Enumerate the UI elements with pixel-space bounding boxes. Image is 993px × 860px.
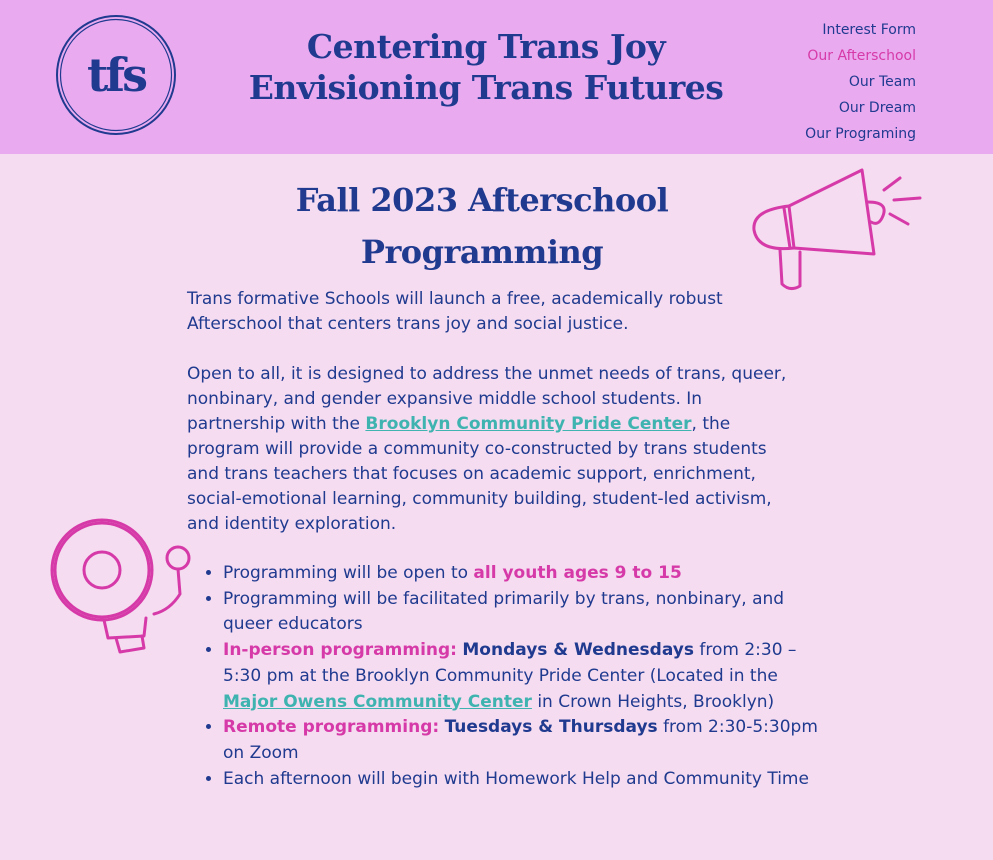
page-title-line-2: Programming bbox=[360, 233, 604, 271]
in-person-days: Mondays & Wednesdays bbox=[462, 640, 694, 661]
major-owens-center-link[interactable]: Major Owens Community Center bbox=[223, 691, 532, 712]
site-tagline bbox=[236, 26, 736, 108]
tagline-line-1: Centering Trans Joy bbox=[306, 27, 666, 66]
list-item-remote: • Remote programming: Tuesdays & Thursdays from 2:30-5:30pm on Zoom bbox=[223, 715, 823, 766]
logo-text: tfs bbox=[87, 48, 145, 102]
nav-our-team[interactable]: Our Team bbox=[848, 74, 916, 90]
nav-interest-form[interactable]: Interest Form bbox=[822, 22, 916, 38]
ages-highlight: all youth ages 9 to 15 bbox=[473, 563, 682, 583]
nav-our-dream[interactable]: Our Dream bbox=[838, 100, 916, 116]
page-title-line-1: Fall 2023 Afterschool bbox=[295, 181, 669, 219]
page-title bbox=[232, 174, 732, 278]
bell-icon bbox=[44, 514, 204, 659]
list-item-educators: • Programming will be facilitated primarily by trans, nonbinary, and queer educators bbox=[223, 587, 823, 638]
nav-our-programing[interactable]: Our Programing bbox=[805, 126, 916, 142]
site-logo[interactable] bbox=[54, 13, 178, 137]
partnership-paragraph bbox=[187, 362, 787, 537]
remote-label: Remote programming: bbox=[223, 717, 440, 738]
site-header bbox=[0, 0, 993, 154]
list-item-ages: • Programming will be open to all youth ages 9 to 15 bbox=[223, 561, 823, 587]
program-details-list bbox=[187, 561, 823, 792]
in-person-label: In-person programming: bbox=[223, 640, 457, 661]
list-item-homework: • Each afternoon will begin with Homework Help and Community Time bbox=[223, 767, 823, 793]
list-item-in-person: • In-person programming: Mondays & Wednesdays from 2:30 – 5:30 pm at the Brooklyn Community Pride Center (Located in the Major Owens Community Center in Crown Heights, Brooklyn) bbox=[223, 638, 823, 715]
tagline-line-2: Envisioning Trans Futures bbox=[248, 68, 724, 107]
main-nav bbox=[805, 17, 916, 147]
brooklyn-pride-center-link[interactable]: Brooklyn Community Pride Center bbox=[365, 414, 692, 434]
remote-days: Tuesdays & Thursdays bbox=[444, 717, 658, 738]
nav-our-afterschool[interactable]: Our Afterschool bbox=[807, 48, 916, 64]
partnership-text-after: , the program will provide a community co-constructed by trans students and trans teachers that focuses on academic support, enrichment, social-emotional learning, community building, student-led activism, and identity exploration. bbox=[187, 414, 772, 534]
intro-paragraph: Trans formative Schools will launch a free, academically robust Afterschool that centers trans joy and social justice. bbox=[187, 289, 723, 334]
megaphone-icon bbox=[744, 160, 929, 300]
program-description bbox=[187, 287, 787, 562]
partnership-text-before: Open to all, it is designed to address the unmet needs of trans, queer, nonbinary, and gender expansive middle school students. In partnership with the bbox=[187, 364, 787, 434]
